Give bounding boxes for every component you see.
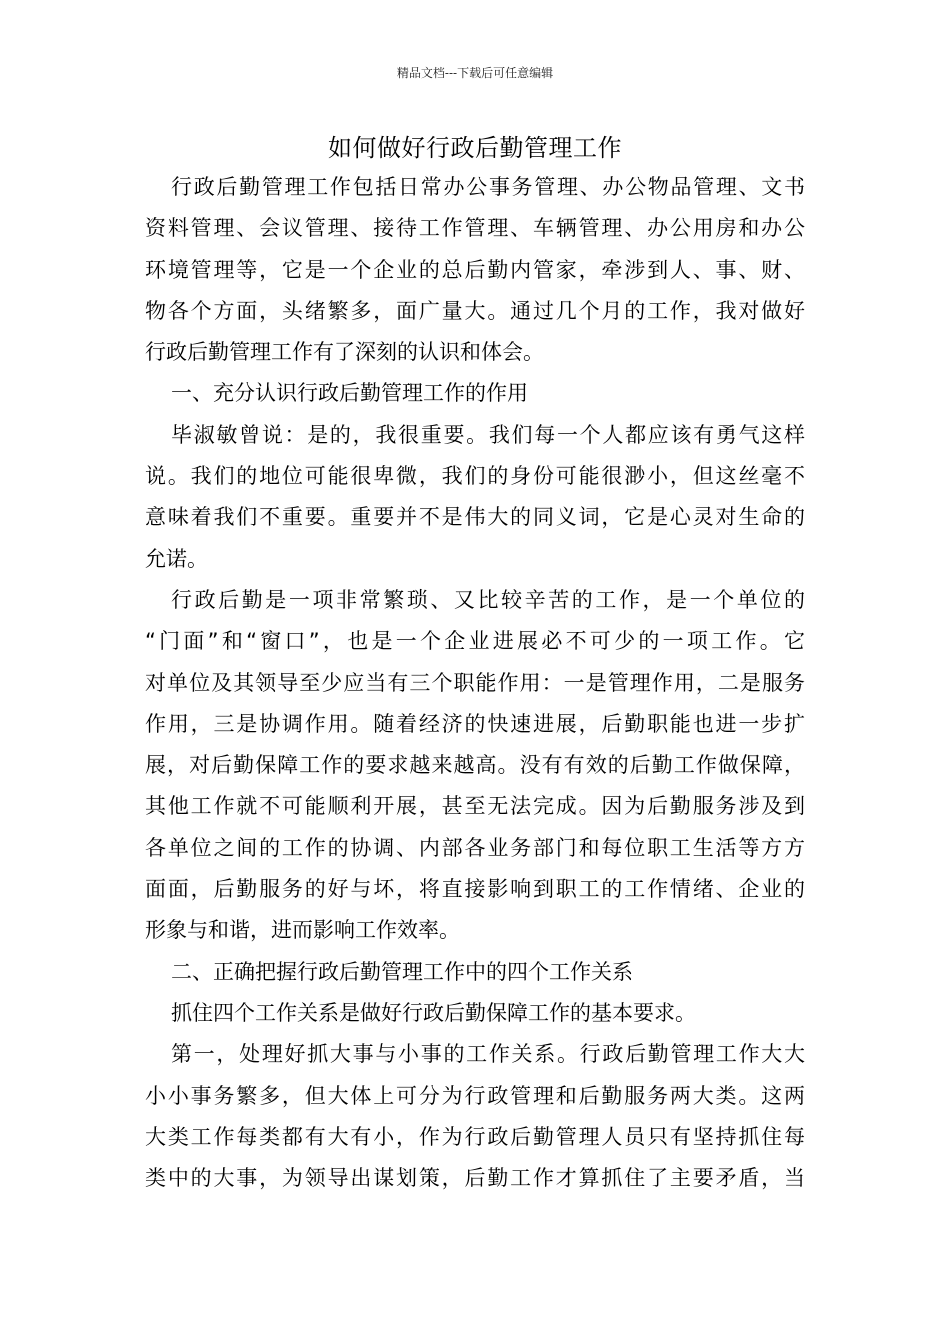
text-line: 展，对后勤保障工作的要求越来越高。没有有效的后勤工作做保障，	[145, 753, 805, 778]
document-title: 如何做好行政后勤管理工作	[328, 134, 622, 162]
text-line: 形象与和谐，进而影响工作效率。	[145, 918, 460, 943]
text-line: 行政后勤管理工作有了深刻的认识和体会。	[145, 340, 544, 365]
section-heading: 二、正确把握行政后勤管理工作中的四个工作关系	[171, 959, 633, 984]
text-line: “门面”和“窗口”，也是一个企业进展必不可少的一项工作。它	[145, 629, 805, 654]
text-line: 环境管理等，它是一个企业的总后勤内管家，牵涉到人、事、财、	[145, 257, 805, 282]
page-header: 精品文档---下载后可任意编辑	[396, 66, 554, 80]
section-heading: 一、充分认识行政后勤管理工作的作用	[171, 381, 528, 406]
document-body	[145, 167, 805, 1199]
text-line: 对单位及其领导至少应当有三个职能作用：一是管理作用，二是服务	[145, 670, 805, 695]
text-line: 抓住四个工作关系是做好行政后勤保障工作的基本要求。	[171, 1000, 696, 1025]
text-line: 说。我们的地位可能很卑微，我们的身份可能很渺小，但这丝毫不	[145, 464, 805, 489]
text-line: 资料管理、会议管理、接待工作管理、车辆管理、办公用房和办公	[145, 216, 805, 241]
text-line: 小小事务繁多，但大体上可分为行政管理和后勤服务两大类。这两	[145, 1083, 805, 1108]
text-line: 行政后勤是一项非常繁琐、又比较辛苦的工作，是一个单位的	[171, 587, 805, 612]
text-line: 毕淑敏曾说：是的，我很重要。我们每一个人都应该有勇气这样	[171, 422, 805, 447]
text-line: 各单位之间的工作的协调、内部各业务部门和每位职工生活等方方	[145, 835, 805, 860]
text-line: 其他工作就不可能顺利开展，甚至无法完成。因为后勤服务涉及到	[145, 794, 805, 819]
text-line: 第一，处理好抓大事与小事的工作关系。行政后勤管理工作大大	[171, 1042, 805, 1067]
text-line: 作用，三是协调作用。随着经济的快速进展，后勤职能也进一步扩	[145, 711, 805, 736]
text-line: 类中的大事，为领导出谋划策，后勤工作才算抓住了主要矛盾，当	[145, 1166, 805, 1191]
text-line: 物各个方面，头绪繁多，面广量大。通过几个月的工作，我对做好	[145, 298, 805, 323]
text-line: 意味着我们不重要。重要并不是伟大的同义词，它是心灵对生命的	[145, 505, 805, 530]
text-line: 面面，后勤服务的好与坏，将直接影响到职工的工作情绪、企业的	[145, 877, 805, 902]
text-line: 大类工作每类都有大有小，作为行政后勤管理人员只有坚持抓住每	[145, 1124, 805, 1149]
text-line: 行政后勤管理工作包括日常办公事务管理、办公物品管理、文书	[171, 175, 805, 199]
text-line: 允诺。	[145, 546, 208, 571]
